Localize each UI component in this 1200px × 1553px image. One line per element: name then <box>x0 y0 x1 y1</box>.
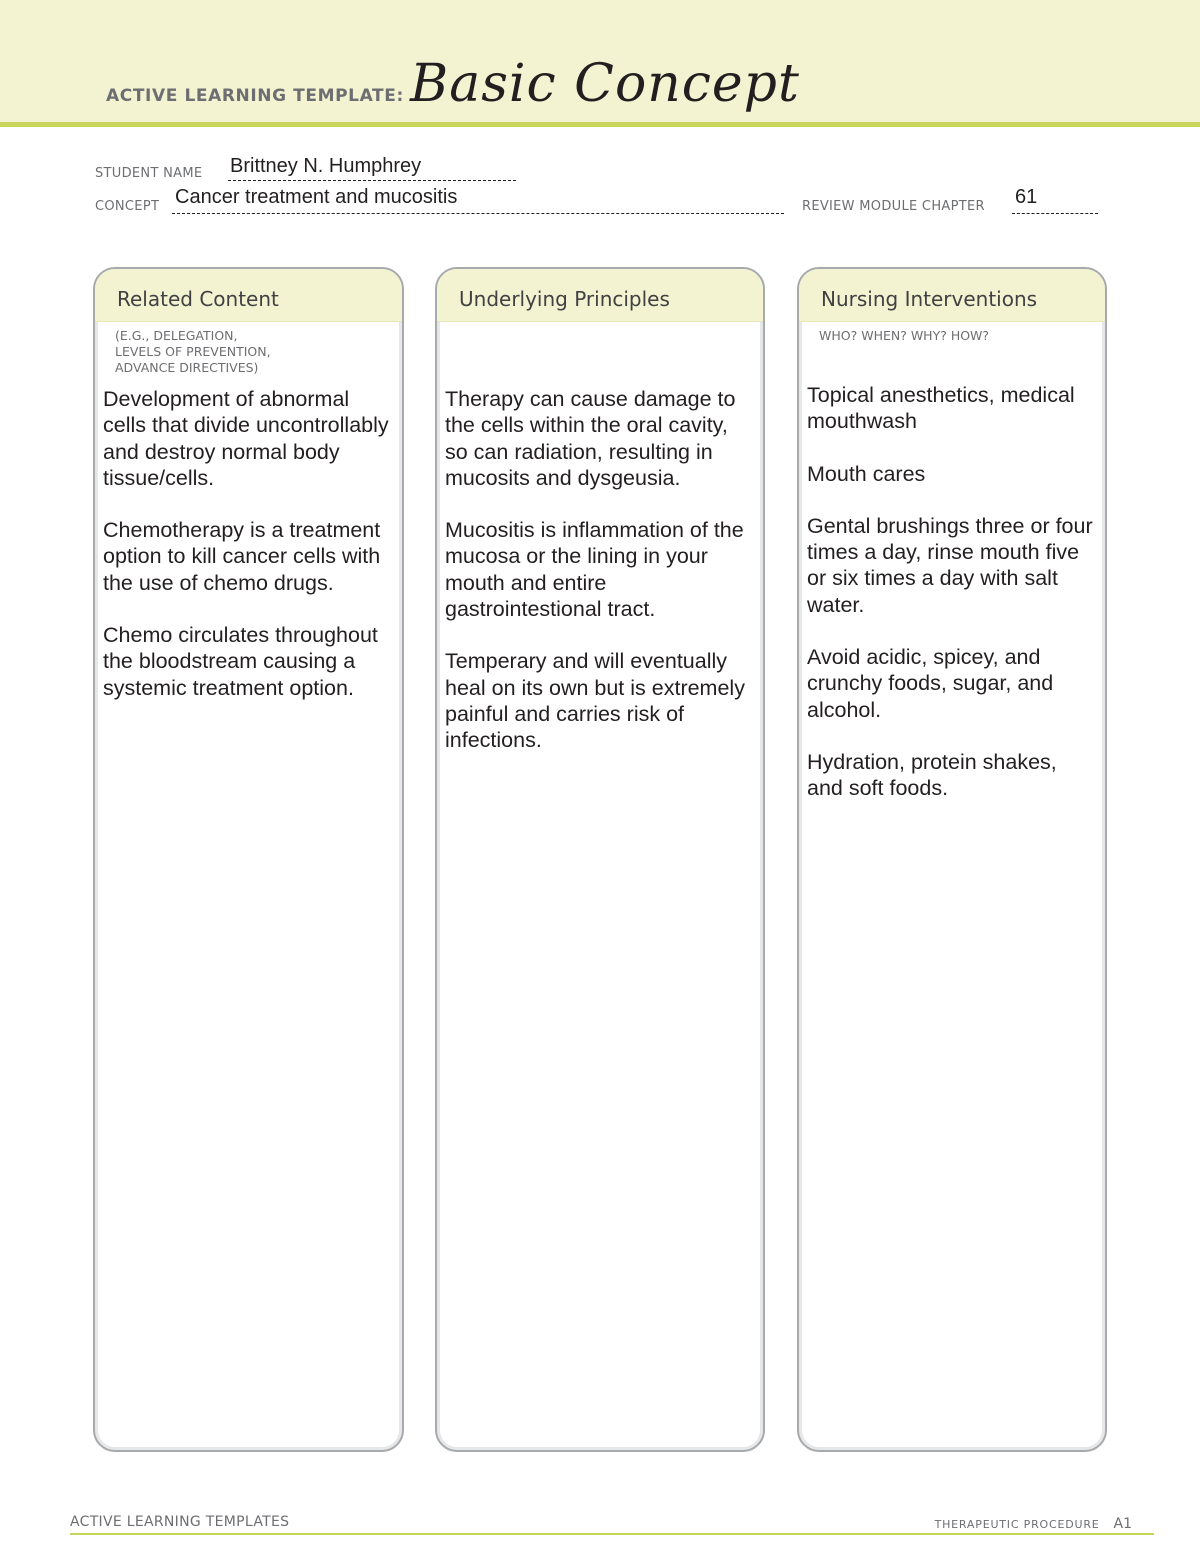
template-title: Basic Concept <box>410 54 800 114</box>
concept-line <box>172 213 784 214</box>
concept-field[interactable]: Cancer treatment and mucositis <box>175 186 458 208</box>
student-name-label: STUDENT NAME <box>95 166 203 181</box>
footer-page-number: A1 <box>1113 1516 1132 1532</box>
interventions-paragraph: Mouth cares <box>807 461 926 486</box>
underlying-principles-body[interactable] <box>437 384 763 754</box>
footer-right-label: THERAPEUTIC PROCEDURE <box>934 1518 1100 1531</box>
related-content-header <box>95 269 402 322</box>
chapter-label: REVIEW MODULE CHAPTER <box>802 199 985 214</box>
student-name-field[interactable]: Brittney N. Humphrey <box>230 155 422 177</box>
underlying-principles-header <box>437 269 763 322</box>
nursing-interventions-panel <box>797 267 1107 1452</box>
student-name-line <box>228 180 516 181</box>
related-paragraph: Development of abnormal cells that divide uncontrollably and destroy normal body tissue/cells. <box>103 387 389 490</box>
concept-label: CONCEPT <box>95 199 160 214</box>
interventions-paragraph: Topical anesthetics, medical mouthwash <box>807 383 1075 434</box>
underlying-principles-title: Underlying Principles <box>459 287 670 311</box>
related-paragraph: Chemo circulates throughout the bloodstream causing a systemic treatment option. <box>103 623 378 700</box>
template-label: ACTIVE LEARNING TEMPLATE: <box>106 86 404 106</box>
principles-paragraph: Therapy can cause damage to the cells within the oral cavity, so can radiation, resulting in mucosits and dysgeusia. <box>445 387 736 490</box>
interventions-paragraph: Avoid acidic, spicey, and crunchy foods, sugar, and alcohol. <box>807 645 1054 722</box>
underlying-principles-subtitle <box>437 322 763 384</box>
nursing-interventions-subtitle: WHO? WHEN? WHY? HOW? <box>819 328 990 343</box>
principles-paragraph: Temperary and will eventually heal on its own but is extremely painful and carries risk of infections. <box>445 649 745 753</box>
nursing-interventions-body[interactable] <box>799 382 1105 802</box>
nursing-interventions-header <box>799 269 1105 322</box>
chapter-field[interactable]: 61 <box>1015 186 1038 208</box>
footer-right <box>935 1516 1132 1532</box>
related-paragraph: Chemotherapy is a treatment option to kill cancer cells with the use of chemo drugs. <box>103 518 381 595</box>
chapter-line <box>1012 213 1098 214</box>
interventions-paragraph: Hydration, protein shakes, and soft foods. <box>807 749 1057 801</box>
header-rule <box>0 122 1200 127</box>
footer-left-label: ACTIVE LEARNING TEMPLATES <box>70 1514 290 1530</box>
footer-rule <box>70 1533 1154 1535</box>
related-content-subtitle: (E.G., DELEGATION, LEVELS OF PREVENTION, ADVANCE DIRECTIVES) <box>115 328 271 375</box>
principles-paragraph: Mucositis is inflammation of the mucosa or the lining in your mouth and entire gastrointestional tract. <box>445 518 744 622</box>
related-content-body[interactable] <box>95 384 402 701</box>
related-content-panel <box>93 267 404 1452</box>
interventions-paragraph: Gental brushings three or four times a day, rinse mouth five or six times a day with salt water. <box>807 513 1093 617</box>
underlying-principles-panel <box>435 267 765 1452</box>
nursing-interventions-title: Nursing Interventions <box>821 287 1038 311</box>
related-content-title: Related Content <box>117 287 279 311</box>
